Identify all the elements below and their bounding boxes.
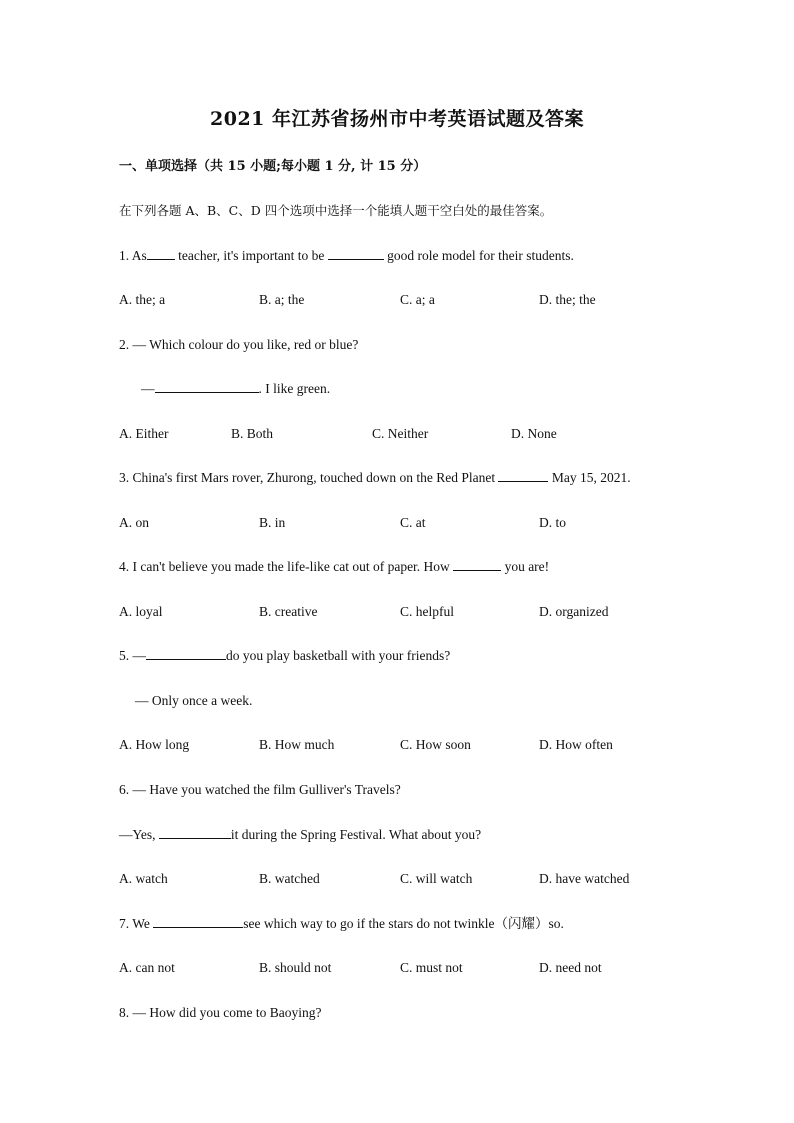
option-a: A. the; a bbox=[119, 292, 166, 307]
option-b: B. Both bbox=[231, 426, 274, 441]
question-text: 4. I can't believe you made the life-like cat out of paper. How bbox=[119, 559, 454, 574]
answer-blank bbox=[453, 558, 501, 571]
option-d: D. organized bbox=[539, 604, 609, 619]
option-c: C. at bbox=[400, 515, 426, 530]
question-6: 6. — Have you watched the film Gulliver's Travels? bbox=[119, 782, 401, 797]
question-text: see which way to go if the stars do not twinkle（闪耀）so. bbox=[243, 916, 564, 931]
option-a: A. can not bbox=[119, 960, 175, 975]
question-7 bbox=[119, 915, 564, 933]
option-c: C. Neither bbox=[372, 426, 429, 441]
question-6-reply bbox=[119, 826, 481, 844]
question-1 bbox=[119, 247, 574, 265]
question-text: —Yes, bbox=[119, 827, 159, 842]
question-text: 1. As bbox=[119, 248, 147, 263]
option-b: B. watched bbox=[259, 871, 320, 886]
option-a: A. How long bbox=[119, 737, 190, 752]
question-3 bbox=[119, 469, 631, 487]
option-a: A. watch bbox=[119, 871, 168, 886]
option-a: A. Either bbox=[119, 426, 169, 441]
page-title: 2021 年江苏省扬州市中考英语试题及答案 bbox=[210, 108, 584, 130]
question-text: 7. We bbox=[119, 916, 154, 931]
question-text: it during the Spring Festival. What about you? bbox=[230, 827, 482, 842]
answer-blank bbox=[155, 380, 259, 393]
question-text: . I like green. bbox=[258, 381, 331, 396]
option-c: C. a; a bbox=[400, 292, 435, 307]
option-b: B. should not bbox=[259, 960, 332, 975]
option-c: C. helpful bbox=[400, 604, 454, 619]
answer-blank bbox=[153, 915, 243, 928]
question-text: May 15, 2021. bbox=[548, 470, 631, 485]
option-b: B. creative bbox=[259, 604, 318, 619]
answer-blank bbox=[146, 647, 226, 660]
question-text: — bbox=[141, 381, 155, 396]
option-d: D. How often bbox=[539, 737, 613, 752]
question-text: teacher, it's important to be bbox=[174, 248, 328, 263]
question-text: 5. — bbox=[119, 648, 146, 663]
answer-blank bbox=[328, 247, 384, 260]
answer-blank bbox=[159, 826, 231, 839]
answer-blank bbox=[498, 469, 548, 482]
option-b: B. in bbox=[259, 515, 286, 530]
option-d: D. the; the bbox=[539, 292, 596, 307]
option-b: B. How much bbox=[259, 737, 335, 752]
question-5 bbox=[119, 647, 450, 665]
option-d: D. have watched bbox=[539, 871, 630, 886]
option-c: C. must not bbox=[400, 960, 463, 975]
option-a: A. loyal bbox=[119, 604, 163, 619]
question-text: 3. China's first Mars rover, Zhurong, touched down on the Red Planet bbox=[119, 470, 499, 485]
option-d: D. to bbox=[539, 515, 566, 530]
question-8: 8. — How did you come to Baoying? bbox=[119, 1005, 322, 1020]
option-c: C. will watch bbox=[400, 871, 473, 886]
option-d: D. None bbox=[511, 426, 557, 441]
section-heading: 一、单项选择（共 15 小题;每小题 1 分, 计 15 分） bbox=[119, 159, 427, 174]
option-c: C. How soon bbox=[400, 737, 471, 752]
instruction-text: 在下列各题 A、B、C、D 四个选项中选择一个能填人题干空白处的最佳答案。 bbox=[119, 203, 553, 218]
question-5-reply: — Only once a week. bbox=[135, 693, 253, 708]
option-d: D. need not bbox=[539, 960, 602, 975]
question-2: 2. — Which colour do you like, red or blue? bbox=[119, 337, 359, 352]
option-a: A. on bbox=[119, 515, 149, 530]
question-text: do you play basketball with your friends? bbox=[226, 648, 451, 663]
question-text: you are! bbox=[501, 559, 550, 574]
question-2-reply bbox=[141, 380, 330, 398]
question-text: good role model for their students. bbox=[383, 248, 574, 263]
option-b: B. a; the bbox=[259, 292, 305, 307]
answer-blank bbox=[147, 247, 175, 260]
question-4 bbox=[119, 558, 549, 576]
